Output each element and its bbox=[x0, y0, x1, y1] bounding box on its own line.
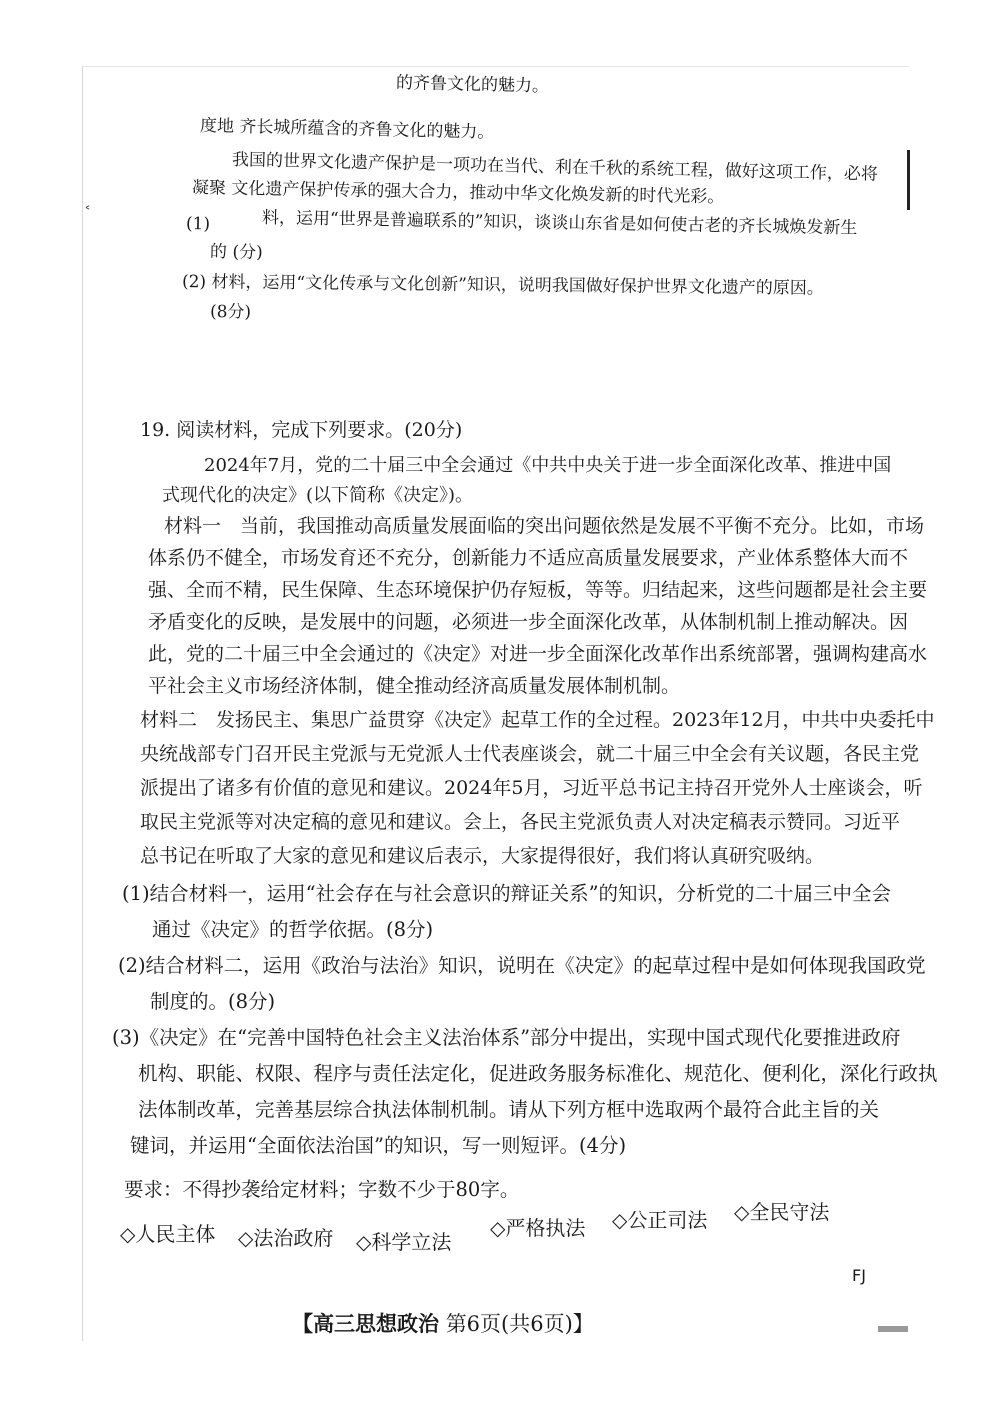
keyword-option: ◇严格执法 bbox=[490, 1216, 586, 1240]
version-tag: FJ bbox=[852, 1266, 866, 1285]
answer-requirement: 要求：不得抄袭给定材料；字数不少于80字。 bbox=[124, 1178, 520, 1201]
page-footer bbox=[292, 1308, 594, 1338]
fragment-line: (2) 材料，运用“文化传承与文化创新”知识，说明我国做好保护世界文化遗产的原因。 bbox=[181, 272, 824, 299]
keyword-option: ◇法治政府 bbox=[238, 1226, 334, 1250]
question-line: (2)结合材料二，运用《政治与法治》知识，说明在《决定》的起草过程中是如何体现我国政党 bbox=[118, 954, 926, 977]
question-line: 法体制改革，完善基层综合执法体制机制。请从下列方框中选取两个最符合此主旨的关 bbox=[138, 1098, 880, 1121]
keyword-option: ◇人民主体 bbox=[120, 1222, 216, 1246]
material-line: 体系仍不健全，市场发育还不充分，创新能力不适应高质量发展要求，产业体系整体大而不 bbox=[148, 547, 909, 569]
question-19-title: 19. 阅读材料，完成下列要求。(20分) bbox=[140, 419, 463, 441]
material-line: 矛盾变化的反映，是发展中的问题，必须进一步全面深化改革，从体制机制上推动解决。因 bbox=[148, 611, 909, 633]
scan-smudge bbox=[878, 1326, 908, 1332]
material-line: 取民主党派等对决定稿的意见和建议。会上，各民主党派负责人对决定稿表示赞同。习近平 bbox=[140, 811, 901, 833]
material-line: 此，党的二十届三中全会通过的《决定》对进一步全面深化改革作出系统部署，强调构建高水 bbox=[148, 643, 928, 665]
fragment-line: 的 (分) bbox=[209, 242, 263, 263]
material-line: 材料二 发扬民主、集思广益贯穿《决定》起草工作的全过程。2023年12月，中共中央委托中 bbox=[140, 709, 935, 731]
material-line: 材料一 当前，我国推动高质量发展面临的突出问题依然是发展不平衡不充分。比如，市场 bbox=[164, 515, 925, 537]
material-line: 强、全而不精，民生保障、生态环境保护仍存短板，等等。归结起来，这些问题都是社会主要 bbox=[148, 579, 928, 601]
fragment-line: 的齐鲁文化的魅力。 bbox=[395, 73, 550, 97]
fragment-line: 度地 齐长城所蕴含的齐鲁文化的魅力。 bbox=[199, 116, 495, 143]
question-line: 制度的。(8分) bbox=[150, 990, 276, 1013]
intro-line: 式现代化的决定》(以下简称《决定》)。 bbox=[162, 485, 474, 506]
fragment-line: (1) bbox=[185, 214, 211, 235]
keyword-option: ◇公正司法 bbox=[612, 1208, 708, 1232]
material-line: 平社会主义市场经济体制，健全推动经济高质量发展体制机制。 bbox=[148, 675, 681, 697]
keyword-options bbox=[120, 1196, 860, 1254]
question-line: 通过《决定》的哲学依据。(8分) bbox=[152, 918, 434, 941]
material-line: 央统战部专门召开民主党派与无党派人士代表座谈会，就二十届三中全会有关议题，各民主党 bbox=[140, 743, 920, 765]
intro-line: 2024年7月，党的二十届三中全会通过《中共中央关于进一步全面深化改革、推进中国 bbox=[204, 455, 892, 476]
keyword-option: ◇全民守法 bbox=[734, 1200, 830, 1224]
question-line: (3)《决定》在“完善中国特色社会主义法治体系”部分中提出，实现中国式现代化要推进政府 bbox=[112, 1026, 901, 1049]
fragment-line: (8分) bbox=[209, 302, 252, 323]
margin-tick: ˂ bbox=[84, 205, 91, 221]
question-line: (1)结合材料一，运用“社会存在与社会意识的辩证关系”的知识，分析党的二十届三中全会 bbox=[122, 882, 892, 905]
scan-edge-mark bbox=[907, 150, 910, 210]
question-line: 机构、职能、权限、程序与责任法定化，促进政务服务标准化、规范化、便利化，深化行政执 bbox=[138, 1062, 938, 1085]
material-line: 派提出了诸多有价值的意见和建议。2024年5月，习近平总书记主持召开党外人士座谈会，听 bbox=[140, 777, 923, 799]
fragment-line: 料，运用“世界是普遍联系的”知识，谈谈山东省是如何使古老的齐长城焕发新生 bbox=[261, 208, 858, 239]
material-line: 总书记在听取了大家的意见和建议后表示，大家提得很好，我们将认真研究吸纳。 bbox=[140, 845, 825, 867]
fragment-line: 我国的世界文化遗产保护是一项功在当代、利在千秋的系统工程，做好这项工作，必将 bbox=[231, 150, 879, 185]
footer-page-number: 第6页(共6页)】 bbox=[445, 1312, 594, 1336]
footer-subject: 【高三思想政治 bbox=[292, 1312, 439, 1336]
question-line: 键词，并运用“全面依法治国”的知识，写一则短评。(4分) bbox=[130, 1134, 627, 1157]
fragment-line: 凝聚 文化遗产保护传承的强大合力，推动中华文化焕发新的时代光彩。 bbox=[191, 178, 725, 208]
keyword-option: ◇科学立法 bbox=[356, 1230, 452, 1254]
